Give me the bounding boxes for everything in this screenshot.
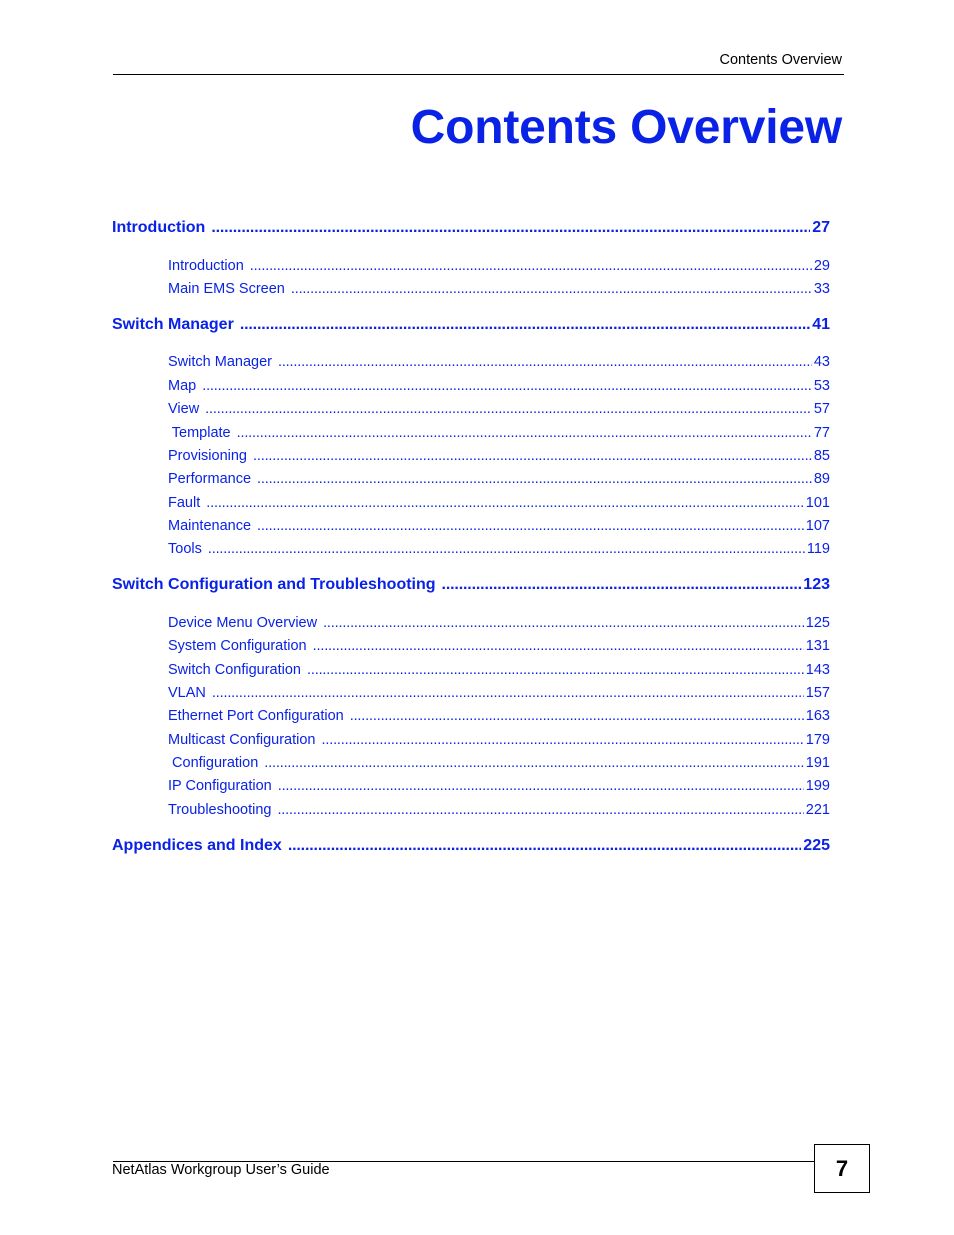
- toc-chapter-label: View: [168, 401, 200, 417]
- toc-chapter-page: 33: [813, 281, 830, 297]
- toc-chapter-label: Troubleshooting: [168, 802, 272, 818]
- toc-chapter-page: 143: [805, 662, 830, 678]
- toc-chapter-label: Fault: [168, 495, 201, 511]
- toc-leader: [206, 495, 804, 511]
- toc-chapter-page: 199: [805, 778, 830, 794]
- toc-leader: [253, 448, 812, 464]
- toc-chapter-label: Switch Configuration: [168, 662, 301, 678]
- toc-leader: [264, 755, 804, 771]
- toc-chapter-label: Multicast Configuration: [168, 732, 316, 748]
- toc-chapter-label: Switch Manager: [168, 354, 272, 370]
- toc-chapter-ip-configuration[interactable]: [168, 778, 830, 794]
- toc-part-page: 41: [812, 316, 830, 333]
- toc-leader: [237, 425, 812, 441]
- toc-chapter-page: 85: [813, 448, 830, 464]
- toc-chapter-performance[interactable]: [168, 471, 830, 487]
- toc-leader: [211, 219, 810, 237]
- toc-chapter-page: 89: [813, 471, 830, 487]
- toc-part-page: 225: [803, 837, 830, 854]
- toc-chapter-page: 125: [805, 615, 830, 631]
- toc-chapter-view[interactable]: [168, 401, 830, 417]
- toc-chapter-label: Device Menu Overview: [168, 615, 318, 631]
- toc-part-page: 27: [812, 219, 830, 236]
- toc-chapter-switch-manager[interactable]: [168, 354, 830, 370]
- toc-chapter-multicast-configuration[interactable]: [168, 732, 830, 748]
- toc-chapter-label: System Configuration: [168, 638, 307, 654]
- toc-leader: [240, 316, 810, 334]
- running-header: Contents Overview: [719, 52, 842, 68]
- toc-chapter-tools[interactable]: [168, 541, 830, 557]
- toc-chapter-label: IP Configuration: [168, 778, 272, 794]
- toc-chapter-introduction[interactable]: [168, 258, 830, 274]
- toc-leader: [322, 732, 804, 748]
- toc-chapter-page: 53: [813, 378, 830, 394]
- toc-leader: [350, 708, 804, 724]
- toc-leader: [291, 281, 812, 297]
- toc-leader: [278, 354, 812, 370]
- toc-chapter-label: Performance: [168, 471, 252, 487]
- toc-chapter-label: Introduction: [168, 258, 244, 274]
- toc-chapter-ethernet-port-configuration[interactable]: [168, 708, 830, 724]
- toc-chapter-switch-configuration[interactable]: [168, 662, 830, 678]
- toc-chapter-main-ems-screen[interactable]: [168, 281, 830, 297]
- header-rule: [113, 74, 844, 75]
- toc-chapter-page: 29: [813, 258, 830, 274]
- toc-chapter-page: 179: [805, 732, 830, 748]
- toc-part-label: Introduction: [112, 219, 206, 236]
- toc-leader: [442, 576, 802, 594]
- toc-part-introduction[interactable]: [112, 219, 830, 237]
- toc-chapter-page: 43: [813, 354, 830, 370]
- toc-chapter-page: 131: [805, 638, 830, 654]
- toc-leader: [257, 471, 812, 487]
- toc-leader: [212, 685, 804, 701]
- toc-chapter-page: 163: [805, 708, 830, 724]
- footer-guide-title: NetAtlas Workgroup User’s Guide: [112, 1162, 330, 1178]
- toc-chapter-device-menu-overview[interactable]: [168, 615, 830, 631]
- toc-part-page: 123: [803, 576, 830, 593]
- toc-part-switch-manager[interactable]: [112, 316, 830, 334]
- toc-chapter-label: Provisioning: [168, 448, 247, 464]
- toc-chapter-configuration[interactable]: [168, 755, 830, 771]
- toc-leader: [278, 778, 804, 794]
- toc-chapter-map[interactable]: [168, 378, 830, 394]
- toc-leader: [277, 802, 803, 818]
- toc-chapter-page: 101: [805, 495, 830, 511]
- toc-chapter-page: 157: [805, 685, 830, 701]
- toc-chapter-label: Ethernet Port Configuration: [168, 708, 344, 724]
- toc-part-label: Switch Manager: [112, 316, 234, 333]
- toc-chapter-system-configuration[interactable]: [168, 638, 830, 654]
- page-title: Contents Overview: [410, 101, 842, 154]
- toc-chapter-page: 77: [813, 425, 830, 441]
- toc-part-label: Appendices and Index: [112, 837, 282, 854]
- toc-chapter-troubleshooting[interactable]: [168, 802, 830, 818]
- toc-chapter-fault[interactable]: [168, 495, 830, 511]
- toc-chapter-label: Map: [168, 378, 197, 394]
- toc-chapter-label: Tools: [168, 541, 202, 557]
- toc-leader: [323, 615, 804, 631]
- toc-chapter-vlan[interactable]: [168, 685, 830, 701]
- toc-chapter-page: 119: [806, 541, 830, 557]
- toc-part-switch-configuration-troubleshooting[interactable]: [112, 576, 830, 594]
- toc-chapter-page: 57: [813, 401, 830, 417]
- toc-leader: [307, 662, 804, 678]
- toc-chapter-label: VLAN: [168, 685, 206, 701]
- toc-part-label: Switch Configuration and Troubleshooting: [112, 576, 436, 593]
- toc-leader: [205, 401, 812, 417]
- toc-chapter-label: Maintenance: [168, 518, 252, 534]
- toc-leader: [250, 258, 812, 274]
- toc-chapter-page: 221: [805, 802, 830, 818]
- toc-chapter-label: Template: [168, 425, 231, 441]
- toc-chapter-template[interactable]: [168, 425, 830, 441]
- toc-leader: [288, 837, 801, 855]
- page-number: 7: [814, 1144, 870, 1193]
- toc-chapter-page: 107: [805, 518, 830, 534]
- toc-chapter-provisioning[interactable]: [168, 448, 830, 464]
- toc-chapter-page: 191: [805, 755, 830, 771]
- toc-leader: [257, 518, 804, 534]
- toc-leader: [202, 378, 812, 394]
- toc-chapter-maintenance[interactable]: [168, 518, 830, 534]
- toc-part-appendices-index[interactable]: [112, 837, 830, 855]
- toc-leader: [208, 541, 805, 557]
- toc-leader: [313, 638, 804, 654]
- toc-chapter-label: Configuration: [168, 755, 259, 771]
- toc-chapter-label: Main EMS Screen: [168, 281, 285, 297]
